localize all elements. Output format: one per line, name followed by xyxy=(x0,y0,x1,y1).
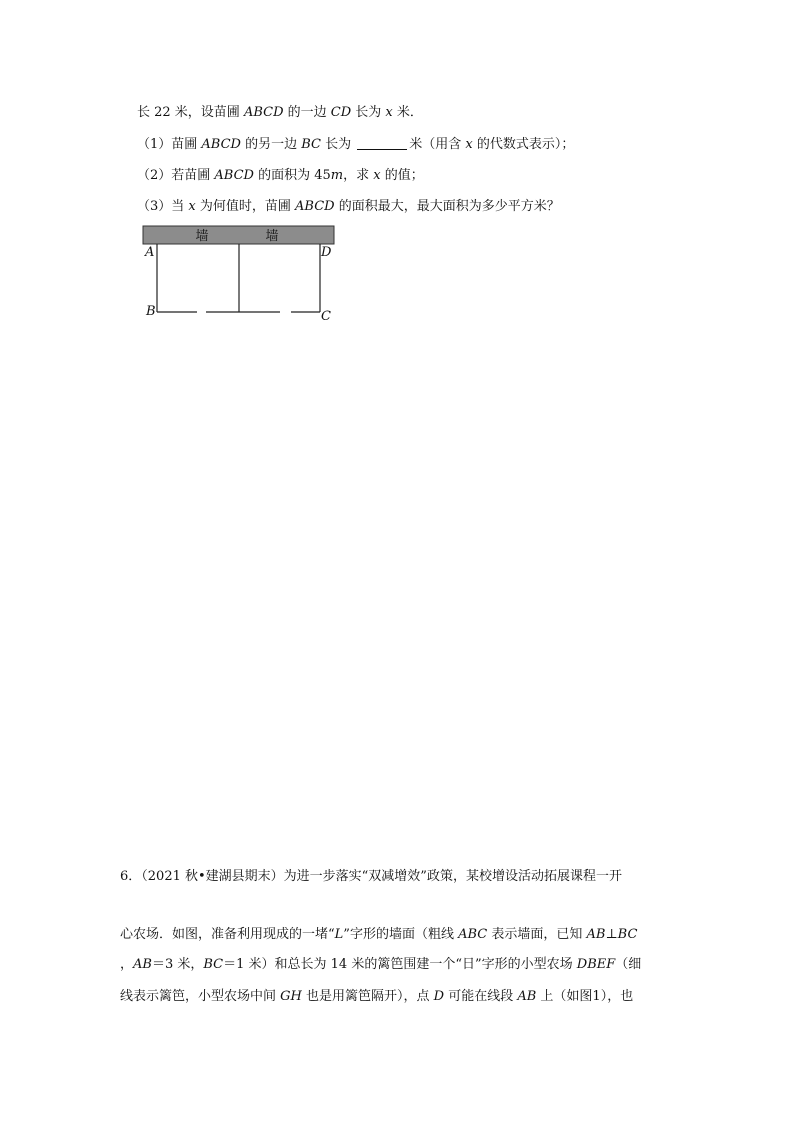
problem5-question-3: （3）当 x 为何值时，苗圃 ABCD 的面积最大，最大面积为多少平方米？ xyxy=(137,199,560,214)
wall xyxy=(143,226,334,244)
nursery-figure xyxy=(140,224,340,324)
point-label-c: C xyxy=(321,309,331,324)
problem5-intro: 长 22 米，设苗圃 ABCD 的一边 CD 长为 x 米． xyxy=(137,105,423,120)
problem6-line-4: 线表示篱笆，小型农场中间 GH 也是用篱笆隔开），点 D 可能在线段 AB 上（如图1），也 xyxy=(120,989,634,1004)
problem6-line-2: 心农场．如图，准备利用现成的一堵“L”字形的墙面（粗线 ABC 表示墙面，已知 AB⊥BC xyxy=(120,927,638,942)
point-label-a: A xyxy=(145,245,155,260)
wall-label: 墙 xyxy=(195,229,209,244)
point-label-d: D xyxy=(321,245,332,260)
answer-blank[interactable] xyxy=(357,137,407,150)
problem5-question-2: （2）若苗圃 ABCD 的面积为 45m，求 x 的值； xyxy=(137,168,424,183)
problem6-line-1: 6．（2021 秋•建湖县期末）为进一步落实“双减增效”政策，某校增设活动拓展课程一开 xyxy=(120,869,622,884)
problem6-line-3: ，AB＝3 米，BC＝1 米）和总长为 14 米的篱笆围建一个“日”字形的小型农场 DBEF（细 xyxy=(120,957,642,972)
problem5-question-1: （1）苗圃 ABCD 的另一边 BC 长为 米（用含 x 的代数式表示）； xyxy=(137,137,575,152)
wall-label: 墙 xyxy=(265,229,279,244)
point-label-b: B xyxy=(146,304,156,319)
